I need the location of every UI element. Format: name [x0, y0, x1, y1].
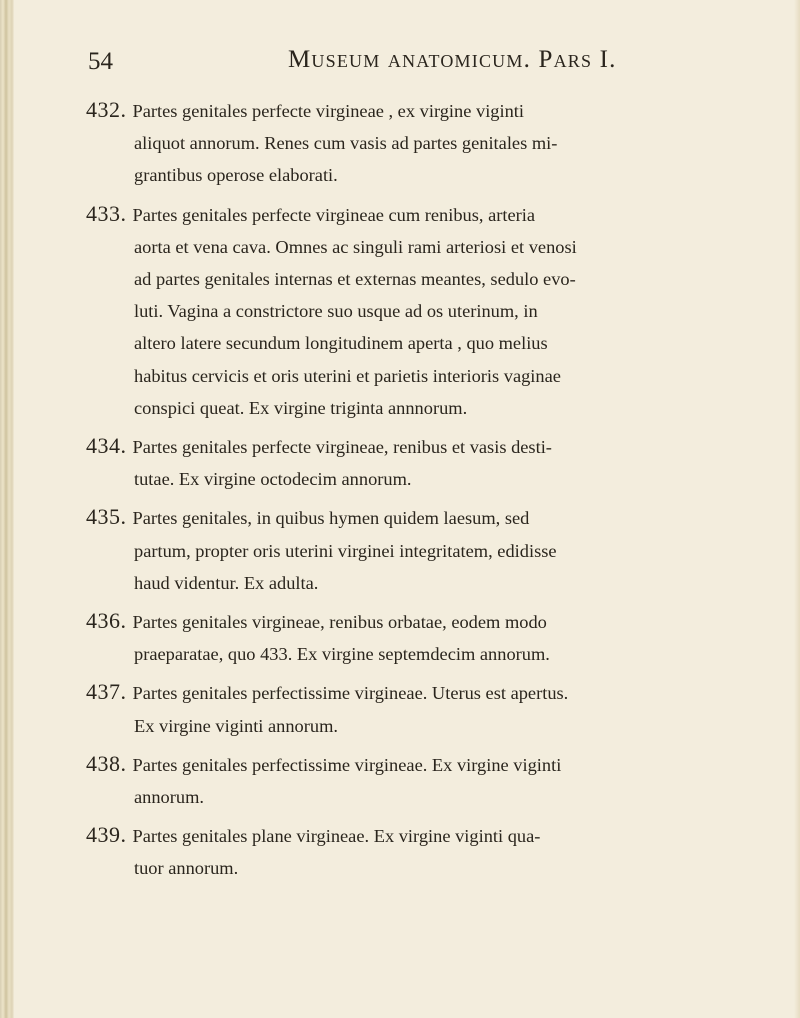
entry-line: haud videntur. Ex adulta. [134, 572, 319, 593]
catalogue-entry [86, 605, 766, 670]
entry-text: Partes genitales plane virgineae. Ex virgine viginti qua- [132, 826, 541, 847]
entry-line [86, 676, 766, 709]
entry-line [86, 605, 766, 638]
entry-line: altero latere secundum longitudinem aperta , quo melius [134, 333, 548, 354]
page-number: 54 [88, 48, 113, 75]
entry-line: conspici queat. Ex virgine triginta annnorum. [134, 397, 468, 418]
entry-number: 436. [86, 608, 127, 634]
entry-line: luti. Vagina a constrictore suo usque ad os uterinum, in [134, 301, 538, 322]
entry-line: ad partes genitales internas et externas meantes, sedulo evo- [134, 269, 576, 290]
catalogue-entry [86, 676, 766, 741]
entry-text: Partes genitales perfecte virgineae, renibus et vasis desti- [132, 437, 552, 458]
entry-line [86, 819, 766, 852]
entry-line: aorta et vena cava. Omnes ac singuli rami arteriosi et venosi [134, 236, 577, 257]
page-header [88, 40, 748, 80]
catalogue-entry [86, 501, 766, 599]
entry-line: aliquot annorum. Renes cum vasis ad partes genitales mi- [134, 133, 558, 154]
entry-number: 439. [86, 822, 127, 848]
entry-line: tuor annorum. [134, 858, 239, 879]
book-binding-edge [0, 0, 14, 1018]
entry-text: Partes genitales virgineae, renibus orbatae, eodem modo [132, 612, 547, 633]
catalogue-entry [86, 748, 766, 813]
entry-number: 434. [86, 433, 127, 459]
catalogue-entry [86, 430, 766, 495]
entry-line [86, 501, 766, 534]
entry-text: Partes genitales perfectissime virgineae. Ex virgine viginti [132, 754, 562, 775]
entry-line [86, 198, 766, 231]
entry-line: praeparatae, quo 433. Ex virgine septemdecim annorum. [134, 644, 550, 665]
entry-number: 437. [86, 679, 127, 705]
page-edge-shadow [794, 0, 800, 1018]
entry-number: 438. [86, 750, 127, 776]
catalogue-entry [86, 94, 766, 192]
entry-line: annorum. [134, 787, 204, 808]
entry-number: 435. [86, 504, 127, 530]
entry-line: habitus cervicis et oris uterini et parietis interioris vaginae [134, 365, 561, 386]
entry-line [86, 94, 766, 127]
entry-text: Partes genitales perfectissime virgineae. Uterus est apertus. [132, 683, 569, 704]
entry-text: Partes genitales perfecte virgineae , ex virgine viginti [132, 101, 525, 121]
running-title: Museum anatomicum. Pars I. [288, 46, 617, 73]
entry-line: grantibus operose elaborati. [134, 165, 338, 186]
entry-line: partum, propter oris uterini virginei integritatem, edidisse [134, 540, 557, 561]
entry-line [86, 430, 766, 463]
catalogue-entries [86, 94, 766, 891]
catalogue-entry [86, 198, 766, 424]
entry-line [86, 748, 766, 781]
entry-text: Partes genitales perfecte virgineae cum renibus, arteria [132, 204, 536, 225]
catalogue-entry [86, 819, 766, 884]
entry-number: 432. [86, 97, 127, 122]
entry-number: 433. [86, 200, 127, 226]
entry-text: Partes genitales, in quibus hymen quidem laesum, sed [132, 508, 530, 529]
entry-line: tutae. Ex virgine octodecim annorum. [134, 469, 412, 490]
entry-line: Ex virgine viginti annorum. [134, 715, 338, 736]
